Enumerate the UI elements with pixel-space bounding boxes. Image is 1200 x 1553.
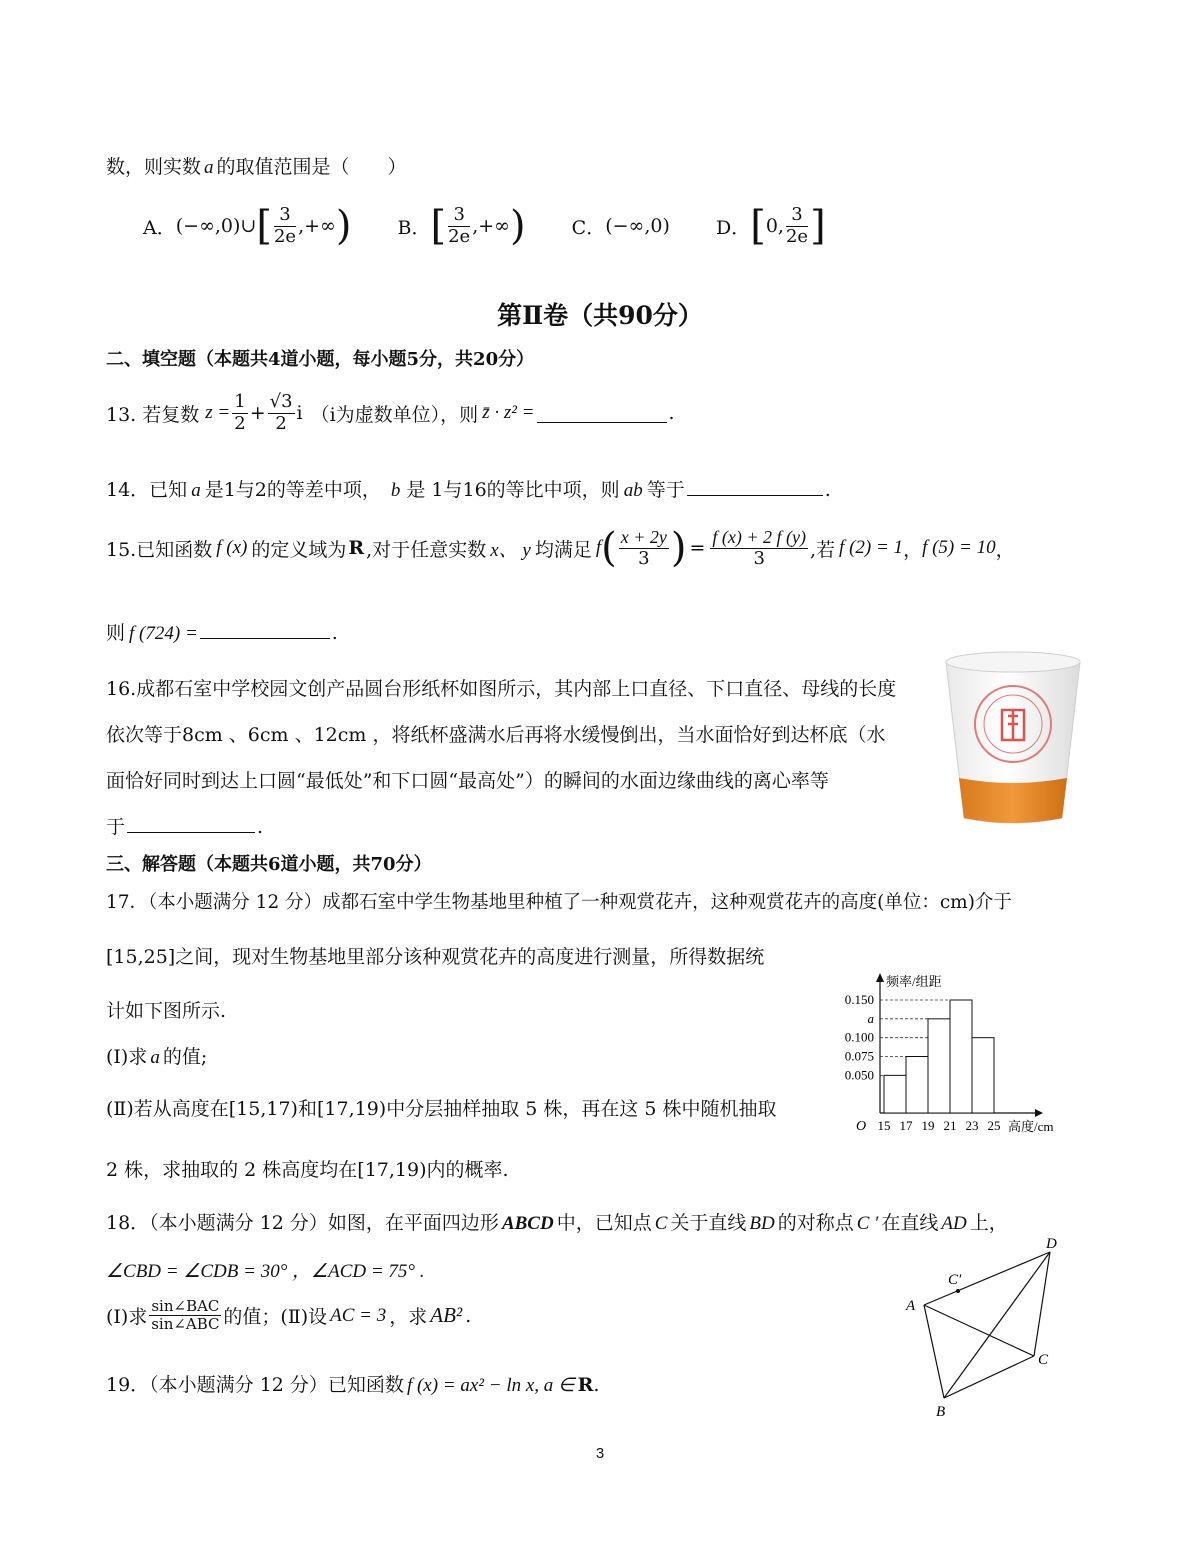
- page-number: 3: [595, 1445, 605, 1462]
- question-19-line1: 19．（本小题满分 12 分）已知函数 f (x) = ax² − ln x, a ∈ R.: [106, 1374, 600, 1396]
- question-18-line2: ∠CBD = ∠CDB = 30° ，∠ACD = 75° .: [106, 1261, 425, 1282]
- label-d: D: [1046, 1236, 1057, 1252]
- question-17-part1: (Ⅰ)求 a 的值;: [106, 1046, 208, 1068]
- y-axis-label: 频率/组距: [886, 974, 942, 989]
- histogram-bar: [950, 1000, 972, 1113]
- section-solve-title: 三、解答题（本题共6道小题，共70分）: [106, 854, 432, 875]
- point-c-prime: [956, 1289, 960, 1293]
- option-a: A． (−∞,0)∪ [ $\frac{3}{2e}$ ,+∞ ): [143, 203, 352, 250]
- question-18-part1: (Ⅰ)求 $\frac{\text{sin∠BAC}}{\text{sin∠ABC}}$ 的值；(Ⅱ)设 AC = 3 ，求 AB² .: [106, 1297, 472, 1334]
- question-18-line1: 18．（本小题满分 12 分）如图，在平面四边形 ABCD 中，已知点 C 关于直线 BD 的对称点 C ′ 在直线 AD 上，: [106, 1212, 1008, 1234]
- histogram-bar: [972, 1038, 994, 1113]
- question-16-line4: 于 .: [106, 816, 264, 838]
- origin-label: O: [856, 1119, 867, 1134]
- y-tick-label: 0.075: [844, 1048, 874, 1064]
- question-16-line2: 依次等于8cm 、6cm 、12cm ，将纸杯盛满水后再将水缓慢倒出，当水面恰好到达杯底（水: [106, 724, 886, 746]
- y-tick-label: a: [867, 1010, 874, 1026]
- x-axis-arrow: [1035, 1109, 1043, 1117]
- x-tick-label: 25: [987, 1118, 1001, 1133]
- section-fill-blank-title: 二、填空题（本题共4道小题，每小题5分，共20分）: [106, 349, 535, 370]
- x-tick-label: 21: [943, 1118, 957, 1133]
- question-15: 15.已知函数 f (x) 的定义域为 R ,对于任意实数 x、 y 均满足 f ( $\frac{x + 2y}{3}$ ) = $\frac{f (x) + 2 f (y)}{3}$ ,若 f (2) = 1 ， f (5) = 10 ，: [106, 525, 1015, 572]
- question-14: 14．已知 a 是1与2的等差中项， b 是 1与16的等比中项，则 ab 等于 .: [106, 479, 831, 501]
- question-17-line2: [15,25]之间，现对生物基地里部分该种观赏花卉的高度进行测量，所得数据统: [106, 946, 765, 968]
- x-tick-label: 19: [921, 1118, 935, 1133]
- histogram-bar: [928, 1019, 950, 1113]
- quadrilateral-figure: [900, 1230, 1080, 1420]
- y-tick-label: 0.050: [844, 1067, 874, 1083]
- option-c: C． (−∞,0): [571, 215, 670, 239]
- histogram-bar: [906, 1057, 928, 1114]
- y-axis-arrow: [876, 973, 884, 982]
- x-tick-label: 23: [965, 1118, 979, 1133]
- q12-tail: 数，则实数 a 的取值范围是（ ）: [106, 156, 407, 178]
- paper-cup-image: [938, 648, 1088, 830]
- question-16-line3: 面恰好同时到达上口圆“最低处”和下口圆“最高处”）的瞬间的水面边缘曲线的离心率等: [106, 770, 829, 792]
- question-17-part2: (Ⅱ)若从高度在[15,17)和[17,19)中分层抽样抽取 5 株，再在这 5 株中随机抽取: [106, 1098, 777, 1120]
- part2-title: 第Ⅱ卷（共90分）: [497, 301, 703, 330]
- y-tick-label: 0.100: [844, 1029, 874, 1045]
- label-a: A: [906, 1298, 916, 1314]
- option-d: D． [ 0, $\frac{3}{2e}$ ]: [715, 203, 826, 250]
- question-17-part2-cont: 2 株，求抽取的 2 株高度均在[17,19)内的概率.: [106, 1159, 509, 1181]
- histogram-bar: [884, 1075, 906, 1113]
- x-tick-label: 17: [899, 1118, 913, 1133]
- option-b: B． [ $\frac{3}{2e}$ ,+∞ ): [397, 203, 526, 250]
- y-tick-label: 0.150: [844, 992, 874, 1007]
- question-17-line3: 计如下图所示.: [106, 1000, 227, 1022]
- q12-options: [143, 203, 826, 250]
- question-13: 13. 若复数 z = $\frac{1}{2}$ + $\frac{√3}{2}$ i （i为虚数单位），则 z̄ · z² = .: [106, 391, 675, 434]
- label-b: B: [936, 1404, 946, 1420]
- x-axis-label: 高度/cm: [1008, 1119, 1054, 1134]
- x-tick-label: 15: [877, 1118, 891, 1133]
- label-c-prime: C′: [948, 1272, 962, 1288]
- label-c: C: [1038, 1352, 1049, 1368]
- question-16-line1: 16.成都石室中学校园文创产品圆台形纸杯如图所示，其内部上口直径、下口直径、母线的长度: [106, 678, 897, 700]
- question-17-line1: 17．（本小题满分 12 分）成都石室中学生物基地里种植了一种观赏花卉，这种观赏花卉的高度(单位：cm)介于: [106, 892, 1012, 913]
- histogram-chart: [820, 968, 1070, 1138]
- question-15-answer: 则 f (724) = .: [106, 622, 338, 644]
